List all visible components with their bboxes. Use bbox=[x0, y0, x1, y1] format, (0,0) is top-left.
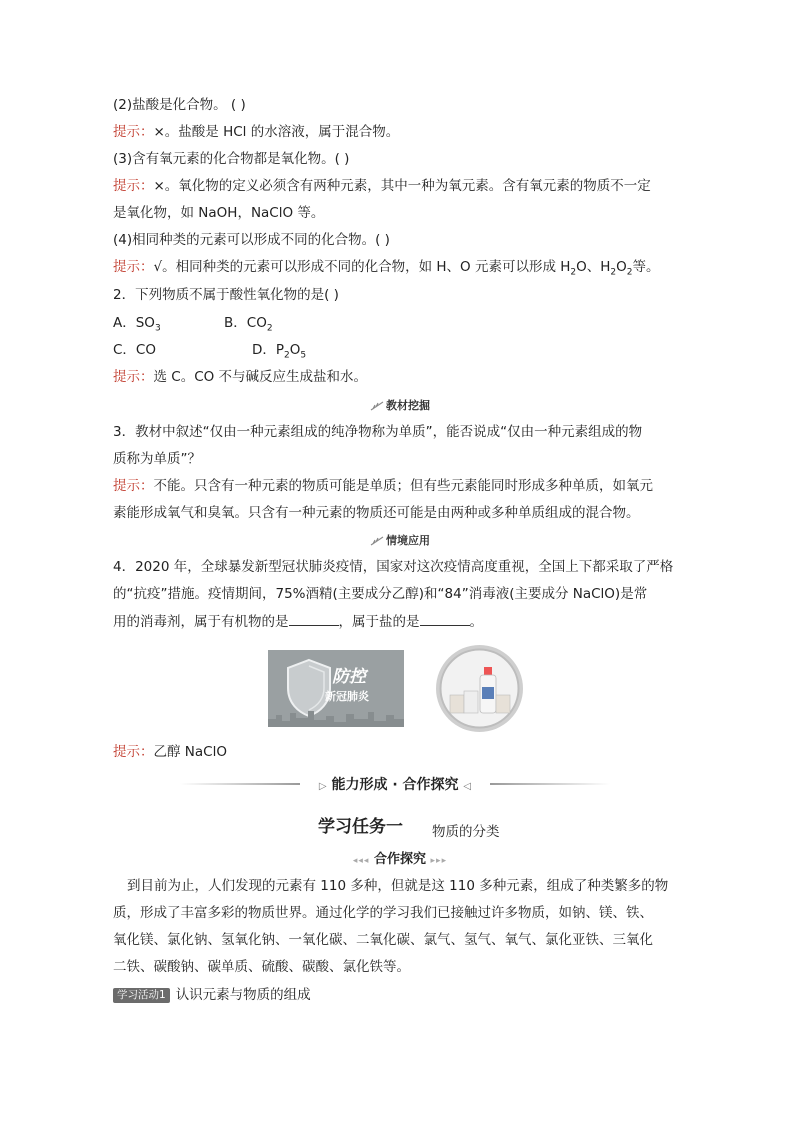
question-3-line-b: 质称为单质”？ bbox=[113, 451, 201, 467]
arrow-left-icon: ◂◂◂ bbox=[352, 856, 370, 866]
task-subtitle: 物质的分类 bbox=[432, 824, 500, 840]
option-c: C．CO bbox=[113, 342, 156, 358]
question-4-line-b: 的“抗疫”措施。疫情期间，75%酒精(主要成分乙醇)和“84”消毒液(主要成分 NaClO)是常 bbox=[113, 586, 648, 602]
hint-3-continued: 是氧化物，如 NaOH，NaClO 等。 bbox=[113, 205, 325, 221]
epidemic-prevention-image bbox=[268, 650, 404, 727]
feather-icon bbox=[370, 401, 384, 411]
triangle-left-icon: ◁ bbox=[463, 781, 472, 792]
image-subtitle-text: 新冠肺炎 bbox=[325, 690, 369, 703]
city-skyline-icon bbox=[268, 709, 404, 727]
option-d: D．$P_2O_5$ bbox=[252, 342, 307, 361]
hint-mc-2: 提示：选 C。CO 不与碱反应生成盐和水。 bbox=[113, 369, 368, 385]
paragraph-line: 氧化镁、氯化钠、氢氧化钠、一氧化碳、二氧化碳、氯气、氢气、氧气、氯化亚铁、三氧化 bbox=[113, 932, 653, 948]
hint-2: 提示：×。盐酸是 HCl 的水溶液，属于混合物。 bbox=[113, 124, 400, 140]
sub-section-header: ◂◂◂ 合作探究 ▸▸▸ bbox=[352, 852, 448, 867]
hint-q3-continued: 素能形成氧气和臭氧。只含有一种元素的物质还可能是由两种或多种单质组成的混合物。 bbox=[113, 505, 640, 521]
question-3: (3)含有氧元素的化合物都是氧化物。( ) bbox=[113, 151, 350, 167]
option-a: A．$SO_3$ bbox=[113, 315, 161, 334]
question-2: (2)盐酸是化合物。 ( ) bbox=[113, 97, 246, 113]
answer-blank bbox=[289, 611, 339, 626]
option-b: B．$CO_2$ bbox=[224, 315, 273, 334]
hint-4: 提示：√。相同种类的元素可以形成不同的化合物，如 H、O 元素可以形成 $H_2O$、$H_2O_2$等。 bbox=[113, 259, 660, 278]
question-3-line-a: 3．教材中叙述“仅由一种元素组成的纯净物称为单质”，能否说成“仅由一种元素组成的物 bbox=[113, 424, 643, 440]
section-banner bbox=[180, 774, 610, 794]
image-title-text: 防控 bbox=[332, 667, 366, 687]
question-mc-2: 2．下列物质不属于酸性氧化物的是( ) bbox=[113, 287, 339, 303]
disinfectant-bottle-icon bbox=[436, 645, 523, 732]
paragraph-line: 到目前为止，人们发现的元素有 110 多种，但就是这 110 多种元素，组成了种类繁多的物 bbox=[127, 878, 669, 894]
question-4-line-a: 4．2020 年，全球暴发新型冠状肺炎疫情，国家对这次疫情高度重视，全国上下都采取了严格 bbox=[113, 559, 674, 575]
paragraph-line: 二铁、碳酸钠、碳单质、硫酸、碳酸、氯化铁等。 bbox=[113, 959, 410, 975]
paragraph-line: 质，形成了丰富多彩的物质世界。通过化学的学习我们已接触过许多物质，如钠、镁、铁、 bbox=[113, 905, 653, 921]
hint-q4: 提示：乙醇 NaClO bbox=[113, 744, 227, 760]
arrow-right-icon: ▸▸▸ bbox=[430, 856, 448, 866]
question-4: (4)相同种类的元素可以形成不同的化合物。( ) bbox=[113, 232, 390, 248]
question-4-line-c: 用的消毒剂，属于有机物的是 ，属于盐的是 。 bbox=[113, 611, 483, 632]
triangle-right-icon: ▷ bbox=[318, 781, 327, 792]
section-ornament-textbook: 教材挖掘 bbox=[340, 397, 460, 413]
answer-blank bbox=[420, 611, 470, 626]
feather-icon bbox=[370, 536, 384, 546]
section-banner-title: ▷ 能力形成 · 合作探究 ◁ bbox=[318, 777, 472, 793]
task-title: 学习任务一 bbox=[318, 817, 403, 837]
learning-activity: 学习活动1 认识元素与物质的组成 bbox=[113, 985, 311, 1005]
activity-tag: 学习活动1 bbox=[113, 988, 170, 1003]
disinfectant-products-image bbox=[436, 645, 523, 732]
section-ornament-scenario: 情境应用 bbox=[340, 532, 460, 548]
divider bbox=[490, 783, 610, 785]
hint-3: 提示：×。氧化物的定义必须含有两种元素，其中一种为氧元素。含有氧元素的物质不一定 bbox=[113, 178, 651, 194]
divider bbox=[180, 783, 300, 785]
hint-q3: 提示：不能。只含有一种元素的物质可能是单质；但有些元素能同时形成多种单质，如氧元 bbox=[113, 478, 653, 494]
